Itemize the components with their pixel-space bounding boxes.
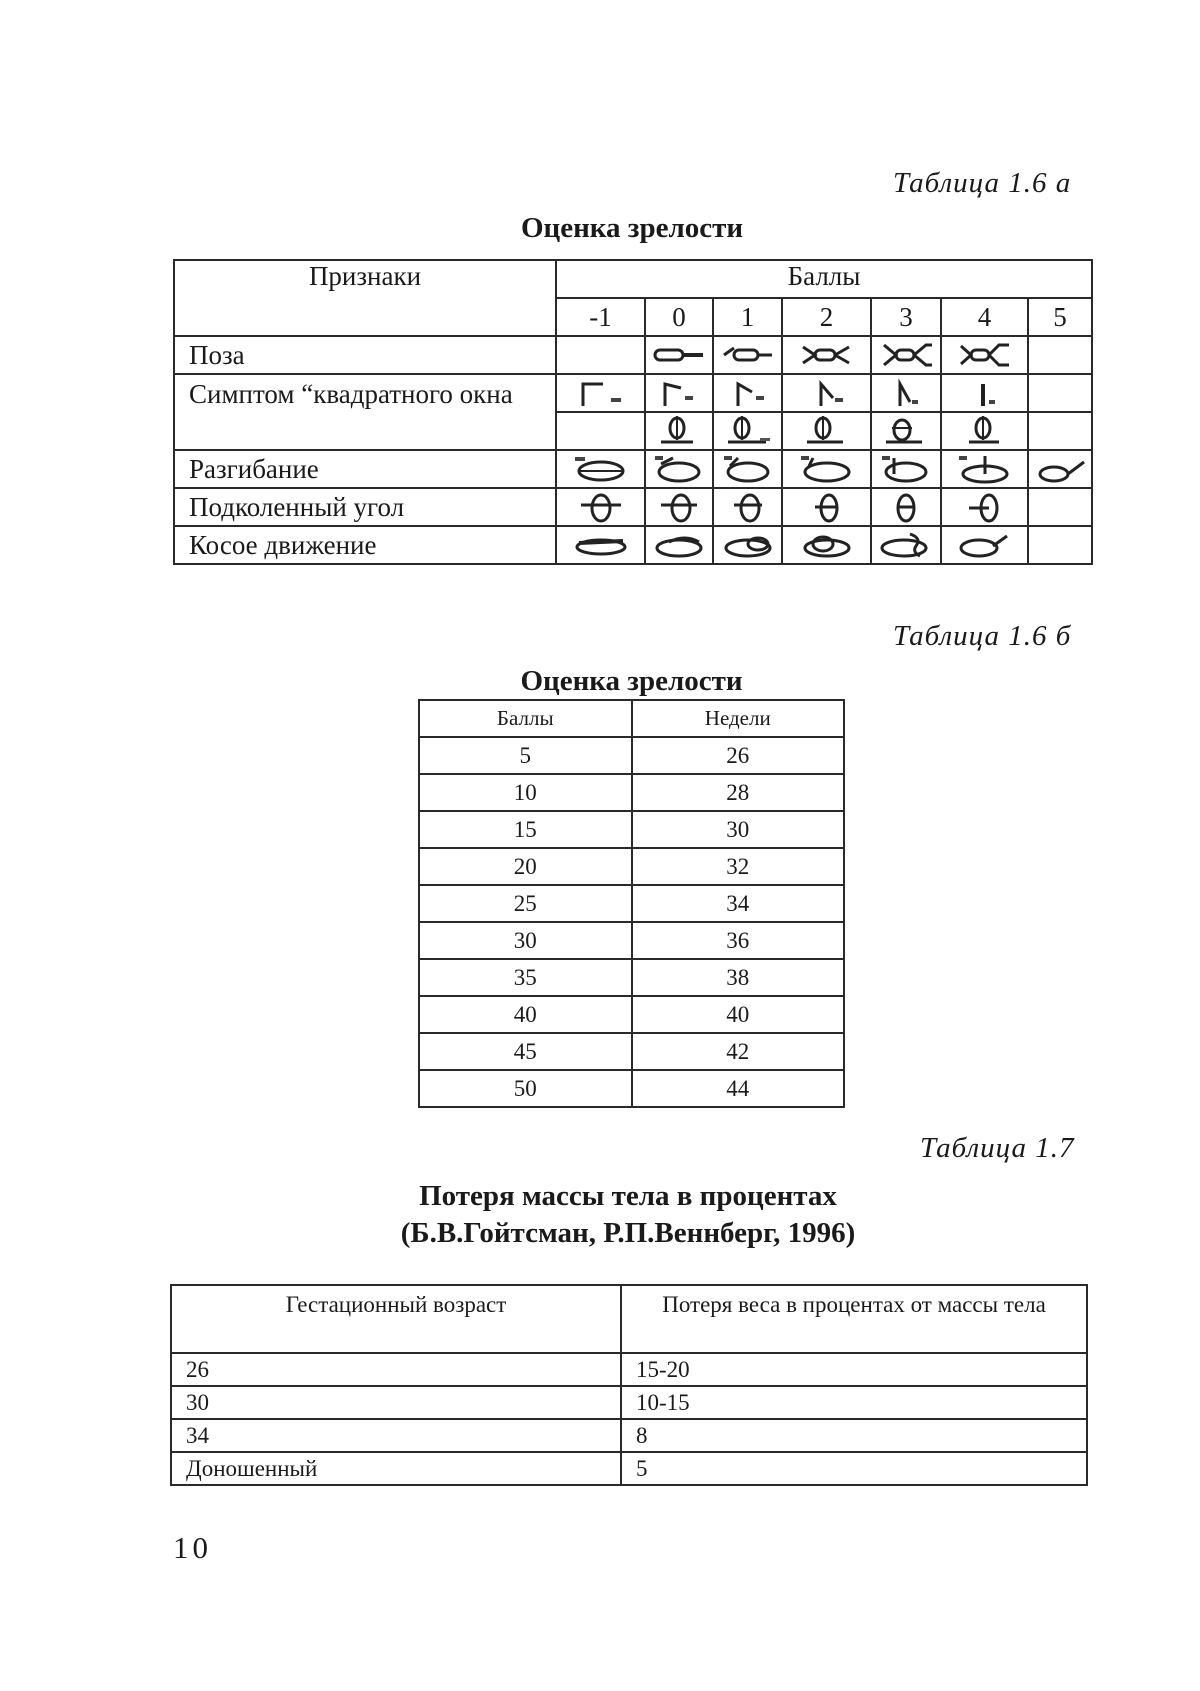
arm-recoil-icon <box>878 414 934 448</box>
table-row <box>171 1452 1087 1485</box>
table-row <box>174 374 1092 412</box>
square-window-icon <box>651 378 707 408</box>
sign-label: Поза <box>174 336 556 374</box>
sign-label: Косое движение <box>174 526 556 564</box>
posture-figure-icon <box>720 342 776 368</box>
table-row <box>171 1386 1087 1419</box>
arm-recoil-icon <box>799 414 855 448</box>
table-cell: 10 <box>419 774 632 811</box>
table-cell: 30 <box>632 811 845 848</box>
table-cell: 10-15 <box>621 1386 1087 1419</box>
table-cell: 34 <box>632 885 845 922</box>
table-row <box>174 526 1092 564</box>
table-cell: 8 <box>621 1419 1087 1452</box>
table-cell: 35 <box>419 959 632 996</box>
arm-recoil-icon <box>957 414 1013 448</box>
table-cell: 26 <box>171 1353 621 1386</box>
posture-figure-icon <box>878 342 934 368</box>
table-cell: 50 <box>419 1070 632 1107</box>
table-caption-1-6b: Таблица 1.6 б <box>893 620 1072 652</box>
table-cell: 26 <box>632 737 845 774</box>
title-line: Потеря массы тела в процентах <box>419 1180 837 1212</box>
sign-label: Симптом “квадратного окна <box>174 374 556 450</box>
header-scores: Баллы <box>556 260 1092 298</box>
table-header-row <box>171 1285 1087 1353</box>
table-title-1-6a: Оценка зрелости <box>520 212 744 244</box>
popliteal-angle-icon <box>955 454 1015 484</box>
square-window-icon <box>957 378 1013 408</box>
table-cell: Доношенный <box>171 1452 621 1485</box>
sign-label: Разгибание <box>174 450 556 488</box>
table-row <box>419 1070 844 1107</box>
scarf-sign-icon <box>573 491 629 523</box>
square-window-icon <box>573 378 629 408</box>
heel-to-ear-icon <box>876 530 936 560</box>
table-row <box>171 1353 1087 1386</box>
heel-to-ear-icon <box>571 530 631 560</box>
table-caption-1-6a: Таблица 1.6 а <box>893 167 1072 199</box>
heel-to-ear-icon <box>718 530 778 560</box>
table-cell: 32 <box>632 848 845 885</box>
score-header-cell: 0 <box>645 298 713 336</box>
score-to-weeks-table <box>418 699 845 1108</box>
posture-figure-icon <box>651 342 707 368</box>
square-window-icon <box>720 378 776 408</box>
table-cell: 36 <box>632 922 845 959</box>
table-cell: 30 <box>171 1386 621 1419</box>
score-header-cell: 2 <box>782 298 871 336</box>
table-cell: 40 <box>419 996 632 1033</box>
table-row <box>419 848 844 885</box>
heel-to-ear-icon <box>797 530 857 560</box>
table-cell: 25 <box>419 885 632 922</box>
table-title-1-7 <box>170 1178 1086 1252</box>
header-signs: Признаки <box>174 260 556 336</box>
table-cell: 20 <box>419 848 632 885</box>
column-header: Гестационный возраст <box>171 1285 621 1353</box>
score-header-cell: 3 <box>871 298 941 336</box>
popliteal-angle-icon <box>571 454 631 484</box>
scarf-sign-icon <box>720 491 776 523</box>
scarf-sign-icon <box>651 491 707 523</box>
table-cell: 44 <box>632 1070 845 1107</box>
posture-figure-icon <box>957 342 1013 368</box>
column-header: Потеря веса в процентах от массы тела <box>621 1285 1087 1353</box>
table-row <box>419 885 844 922</box>
popliteal-angle-icon <box>878 454 934 484</box>
table-header-row <box>419 700 844 737</box>
score-header-cell: 5 <box>1028 298 1092 336</box>
table-title-1-6b: Оценка зрелости <box>520 665 743 697</box>
score-header-cell: 4 <box>941 298 1028 336</box>
score-header-cell: -1 <box>556 298 645 336</box>
title-line: (Б.В.Гойтсман, Р.П.Веннберг, 1996) <box>400 1217 856 1249</box>
table-row <box>174 450 1092 488</box>
posture-figure-icon <box>799 342 855 368</box>
table-row <box>419 959 844 996</box>
page-number: 10 <box>173 1530 212 1565</box>
weight-loss-table <box>170 1284 1088 1486</box>
table-cell: 15-20 <box>621 1353 1087 1386</box>
table-row <box>419 811 844 848</box>
table-cell: 28 <box>632 774 845 811</box>
table-row <box>174 488 1092 526</box>
popliteal-angle-icon <box>797 454 857 484</box>
table-cell: 42 <box>632 1033 845 1070</box>
table-cell: 34 <box>171 1419 621 1452</box>
sign-label: Подколенный угол <box>174 488 556 526</box>
heel-to-ear-icon <box>955 530 1015 560</box>
table-row <box>174 336 1092 374</box>
arm-recoil-icon <box>720 414 776 448</box>
table-row <box>419 1033 844 1070</box>
table-cell: 45 <box>419 1033 632 1070</box>
arm-recoil-icon <box>651 414 707 448</box>
table-caption-1-7: Таблица 1.7 <box>920 1132 1075 1164</box>
square-window-icon <box>799 378 855 408</box>
table-row <box>419 774 844 811</box>
table-row <box>419 996 844 1033</box>
table-row <box>419 922 844 959</box>
popliteal-angle-icon <box>651 454 707 484</box>
table-cell: 30 <box>419 922 632 959</box>
score-header-cell: 1 <box>713 298 782 336</box>
column-header: Баллы <box>419 700 632 737</box>
square-window-icon <box>878 378 934 408</box>
table-cell: 5 <box>419 737 632 774</box>
table-row <box>171 1419 1087 1452</box>
popliteal-angle-icon <box>1032 454 1088 484</box>
table-cell: 5 <box>621 1452 1087 1485</box>
table-cell: 38 <box>632 959 845 996</box>
scarf-sign-icon <box>957 491 1013 523</box>
maturity-assessment-table <box>173 259 1093 565</box>
table-row <box>419 737 844 774</box>
popliteal-angle-icon <box>720 454 776 484</box>
scarf-sign-icon <box>799 491 855 523</box>
heel-to-ear-icon <box>649 530 709 560</box>
column-header: Недели <box>632 700 845 737</box>
table-cell: 15 <box>419 811 632 848</box>
scarf-sign-icon <box>878 491 934 523</box>
table-cell: 40 <box>632 996 845 1033</box>
